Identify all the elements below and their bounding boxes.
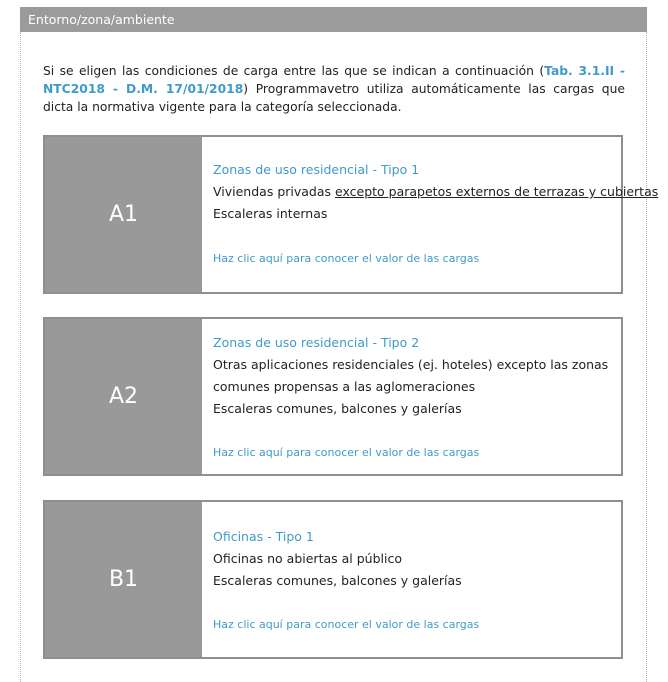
category-title: Zonas de uso residencial - Tipo 1 <box>213 162 420 177</box>
category-card-a1[interactable] <box>43 135 659 294</box>
category-line-1: Oficinas no abiertas al público <box>213 551 402 566</box>
intro-text-before: Si se eligen las condiciones de carga entre las que se indican a continuación ( <box>43 64 545 78</box>
category-line-2: Escaleras internas <box>213 206 328 221</box>
category-title: Oficinas - Tipo 1 <box>213 529 314 544</box>
category-title: Zonas de uso residencial - Tipo 2 <box>213 335 420 350</box>
load-values-link[interactable]: Haz clic aquí para conocer el valor de las cargas <box>213 252 480 265</box>
category-line-1: Otras aplicaciones residenciales (ej. hoteles) excepto las zonas comunes propensas a las aglomeraciones <box>213 357 609 394</box>
category-code: B1 <box>45 502 202 657</box>
category-line-1 <box>213 181 658 203</box>
panel-header <box>20 7 647 32</box>
line-prefix: Viviendas privadas <box>213 184 335 199</box>
exception-text: excepto parapetos externos de terrazas y cubiertas <box>335 184 659 199</box>
load-values-link[interactable]: Haz clic aquí para conocer el valor de las cargas <box>213 446 480 459</box>
intro-paragraph <box>43 62 625 116</box>
category-code: A1 <box>45 137 202 292</box>
intro-text-after: ) Programmavetro utiliza automáticamente las cargas que dicta la normativa vigente para la categoría seleccionada. <box>43 82 625 114</box>
category-line-2: Escaleras comunes, balcones y galerías <box>213 401 462 416</box>
category-code: A2 <box>45 319 202 474</box>
category-line-2: Escaleras comunes, balcones y galerías <box>213 573 462 588</box>
category-card-b1[interactable] <box>43 500 623 659</box>
category-card-a2[interactable] <box>43 317 623 476</box>
load-values-link[interactable]: Haz clic aquí para conocer el valor de las cargas <box>213 618 480 631</box>
panel-title: Entorno/zona/ambiente <box>28 12 175 27</box>
norm-reference: Tab. 3.1.II - NTC2018 - D.M. 17/01/2018 <box>43 64 625 96</box>
